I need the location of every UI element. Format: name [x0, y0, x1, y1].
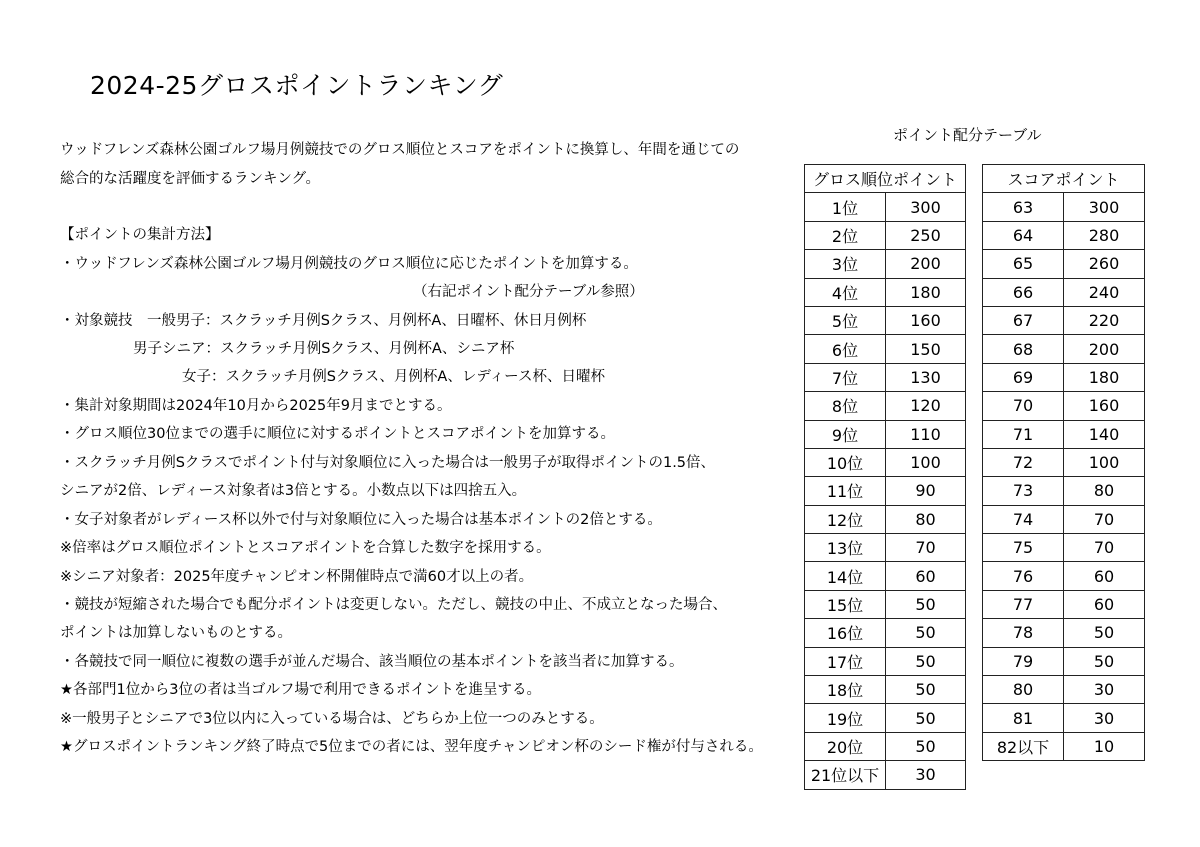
points-cell: 120	[886, 392, 966, 420]
score-cell: 67	[983, 306, 1064, 334]
points-cell: 50	[886, 676, 966, 704]
table-row	[983, 704, 1145, 732]
points-cell: 80	[886, 505, 966, 533]
table-row	[805, 306, 966, 334]
points-cell: 70	[886, 534, 966, 562]
table-row	[805, 363, 966, 391]
table-row	[983, 420, 1145, 448]
rule-line: ・スクラッチ月例Sクラスでポイント付与対象順位に入った場合は一般男子が取得ポイントの1.5倍、	[60, 455, 716, 471]
score-cell: 74	[983, 505, 1064, 533]
table-row	[983, 534, 1145, 562]
rank-cell: 14位	[805, 562, 886, 590]
table-row	[805, 534, 966, 562]
rule-line: ・競技が短縮された場合でも配分ポイントは変更しない。ただし、競技の中止、不成立となった場合、	[60, 597, 727, 613]
points-cell: 30	[886, 761, 966, 789]
table-caption: ポイント配分テーブル	[893, 126, 1042, 144]
points-cell: 130	[886, 363, 966, 391]
rank-cell: 6位	[805, 335, 886, 363]
score-points-table	[982, 164, 1145, 761]
points-cell: 50	[886, 619, 966, 647]
rule-line: 男子シニア：スクラッチ月例Sクラス、月例杯A、シニア杯	[133, 341, 515, 357]
table-row	[983, 477, 1145, 505]
rank-cell: 1位	[805, 193, 886, 221]
points-cell: 250	[886, 221, 966, 249]
gross-rank-points-table	[804, 164, 966, 790]
table-row	[805, 278, 966, 306]
gross-table-header: グロス順位ポイント	[805, 165, 966, 193]
rule-line: ※シニア対象者：2025年度チャンピオン杯開催時点で満60才以上の者。	[60, 569, 534, 585]
points-cell: 180	[1064, 363, 1145, 391]
rule-line: 女子：スクラッチ月例Sクラス、月例杯A、レディース杯、日曜杯	[182, 369, 605, 385]
table-row	[983, 505, 1145, 533]
rule-line: ・集計対象期間は2024年10月から2025年9月までとする。	[60, 398, 452, 414]
points-cell: 160	[886, 306, 966, 334]
score-cell: 80	[983, 676, 1064, 704]
rank-cell: 20位	[805, 732, 886, 760]
table-row	[805, 505, 966, 533]
table-row	[805, 477, 966, 505]
points-cell: 50	[1064, 619, 1145, 647]
table-row	[983, 562, 1145, 590]
rank-cell: 5位	[805, 306, 886, 334]
points-cell: 300	[886, 193, 966, 221]
rule-line: （右記ポイント配分テーブル参照）	[413, 284, 644, 300]
intro-line: 総合的な活躍度を評価するランキング。	[60, 171, 320, 187]
table-row	[805, 392, 966, 420]
table-row	[805, 590, 966, 618]
rule-line: ポイントは加算しないものとする。	[60, 625, 292, 641]
table-row	[983, 306, 1145, 334]
score-cell: 81	[983, 704, 1064, 732]
table-row	[805, 704, 966, 732]
table-row	[983, 392, 1145, 420]
table-row	[805, 420, 966, 448]
rank-cell: 10位	[805, 448, 886, 476]
rule-line: ★グロスポイントランキング終了時点で5位までの者には、翌年度チャンピオン杯のシード権が付与される。	[60, 739, 763, 755]
score-cell: 75	[983, 534, 1064, 562]
rank-cell: 18位	[805, 676, 886, 704]
score-cell: 82以下	[983, 732, 1064, 760]
score-cell: 77	[983, 590, 1064, 618]
intro-line: ウッドフレンズ森林公園ゴルフ場月例競技でのグロス順位とスコアをポイントに換算し、年間を通じての	[60, 142, 740, 158]
table-row	[983, 193, 1145, 221]
table-row	[983, 647, 1145, 675]
rank-cell: 15位	[805, 590, 886, 618]
score-cell: 69	[983, 363, 1064, 391]
rule-line: ※倍率はグロス順位ポイントとスコアポイントを合算した数字を採用する。	[60, 540, 551, 556]
points-cell: 70	[1064, 534, 1145, 562]
rule-line: ・ウッドフレンズ森林公園ゴルフ場月例競技のグロス順位に応じたポイントを加算する。	[60, 256, 638, 272]
rank-cell: 12位	[805, 505, 886, 533]
table-row	[805, 619, 966, 647]
table-row	[983, 676, 1145, 704]
page-title: 2024-25グロスポイントランキング	[90, 71, 504, 100]
points-cell: 180	[886, 278, 966, 306]
rank-cell: 7位	[805, 363, 886, 391]
points-cell: 90	[886, 477, 966, 505]
points-cell: 60	[1064, 562, 1145, 590]
rank-cell: 3位	[805, 250, 886, 278]
table-row	[983, 221, 1145, 249]
rank-cell: 21位以下	[805, 761, 886, 789]
score-cell: 72	[983, 448, 1064, 476]
score-cell: 68	[983, 335, 1064, 363]
score-cell: 71	[983, 420, 1064, 448]
points-cell: 150	[886, 335, 966, 363]
points-cell: 50	[886, 647, 966, 675]
points-cell: 80	[1064, 477, 1145, 505]
table-row	[983, 448, 1145, 476]
points-cell: 50	[1064, 647, 1145, 675]
points-cell: 240	[1064, 278, 1145, 306]
rule-line: ・各競技で同一順位に複数の選手が並んだ場合、該当順位の基本ポイントを該当者に加算する。	[60, 654, 684, 670]
table-row	[983, 335, 1145, 363]
score-cell: 70	[983, 392, 1064, 420]
points-cell: 50	[886, 732, 966, 760]
table-row	[983, 278, 1145, 306]
rule-line: ・女子対象者がレディース杯以外で付与対象順位に入った場合は基本ポイントの2倍とする。	[60, 512, 662, 528]
method-heading: 【ポイントの集計方法】	[60, 227, 220, 243]
rank-cell: 2位	[805, 221, 886, 249]
rule-line: ・対象競技 一般男子：スクラッチ月例Sクラス、月例杯A、日曜杯、休日月例杯	[60, 313, 587, 329]
score-table-header: スコアポイント	[983, 165, 1145, 193]
rule-line: ★各部門1位から3位の者は当ゴルフ場で利用できるポイントを進呈する。	[60, 682, 541, 698]
rank-cell: 4位	[805, 278, 886, 306]
points-cell: 160	[1064, 392, 1145, 420]
table-row	[805, 647, 966, 675]
table-row	[805, 335, 966, 363]
score-cell: 64	[983, 221, 1064, 249]
table-row	[805, 193, 966, 221]
rank-cell: 13位	[805, 534, 886, 562]
table-row	[805, 562, 966, 590]
rank-cell: 8位	[805, 392, 886, 420]
points-cell: 280	[1064, 221, 1145, 249]
points-cell: 140	[1064, 420, 1145, 448]
score-cell: 78	[983, 619, 1064, 647]
score-cell: 66	[983, 278, 1064, 306]
rank-cell: 16位	[805, 619, 886, 647]
points-cell: 100	[1064, 448, 1145, 476]
score-cell: 73	[983, 477, 1064, 505]
points-cell: 260	[1064, 250, 1145, 278]
table-row	[805, 761, 966, 789]
table-row	[983, 619, 1145, 647]
points-cell: 60	[886, 562, 966, 590]
score-cell: 65	[983, 250, 1064, 278]
points-cell: 70	[1064, 505, 1145, 533]
rule-line: ※一般男子とシニアで3位以内に入っている場合は、どちらか上位一つのみとする。	[60, 711, 604, 727]
points-cell: 30	[1064, 676, 1145, 704]
rank-cell: 17位	[805, 647, 886, 675]
points-cell: 10	[1064, 732, 1145, 760]
rank-cell: 11位	[805, 477, 886, 505]
rank-cell: 19位	[805, 704, 886, 732]
rule-line: シニアが2倍、レディース対象者は3倍とする。小数点以下は四捨五入。	[60, 483, 527, 499]
points-cell: 60	[1064, 590, 1145, 618]
rule-line: ・グロス順位30位までの選手に順位に対するポイントとスコアポイントを加算する。	[60, 426, 615, 442]
rank-cell: 9位	[805, 420, 886, 448]
points-cell: 30	[1064, 704, 1145, 732]
score-cell: 79	[983, 647, 1064, 675]
points-cell: 200	[1064, 335, 1145, 363]
points-cell: 50	[886, 590, 966, 618]
points-cell: 220	[1064, 306, 1145, 334]
table-row	[805, 732, 966, 760]
points-cell: 200	[886, 250, 966, 278]
table-row	[805, 676, 966, 704]
points-cell: 110	[886, 420, 966, 448]
points-cell: 100	[886, 448, 966, 476]
score-cell: 76	[983, 562, 1064, 590]
table-row	[983, 590, 1145, 618]
table-row	[983, 250, 1145, 278]
table-row	[983, 732, 1145, 760]
table-row	[805, 250, 966, 278]
table-row	[983, 363, 1145, 391]
score-cell: 63	[983, 193, 1064, 221]
points-cell: 50	[886, 704, 966, 732]
points-cell: 300	[1064, 193, 1145, 221]
table-row	[805, 448, 966, 476]
table-row	[805, 221, 966, 249]
